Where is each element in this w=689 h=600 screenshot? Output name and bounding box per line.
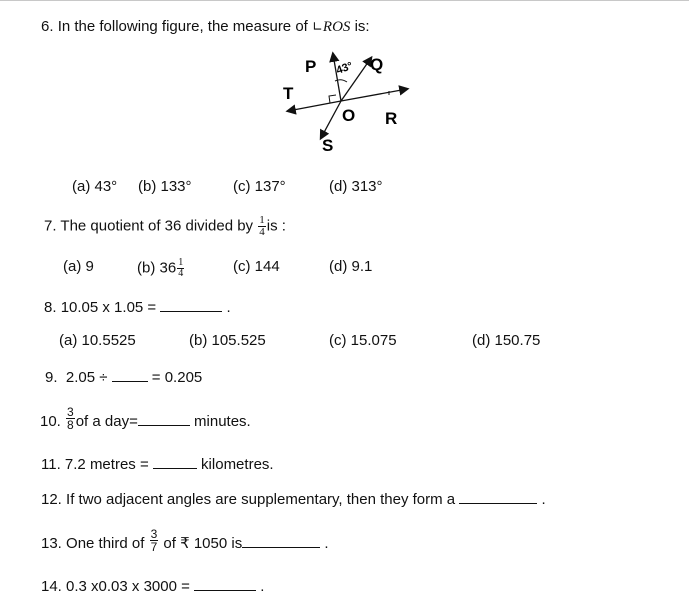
question-text-end: is : xyxy=(266,217,286,235)
question-text: 10.05 x 1.05 = xyxy=(60,299,161,316)
label-O: O xyxy=(342,106,356,125)
question-6 xyxy=(41,18,370,37)
answer-blank xyxy=(459,489,537,504)
answer-blank xyxy=(242,533,320,548)
question-text: In the following figure, the measure of xyxy=(57,18,312,35)
q7-option-a: (a) 9 xyxy=(63,258,94,275)
question-8: 8. 10.05 x 1.05 = . xyxy=(44,299,231,316)
label-S: S xyxy=(322,136,334,155)
question-text: of a day= xyxy=(75,413,138,430)
label-R: R xyxy=(385,109,398,128)
question-number: 14. xyxy=(41,578,62,595)
question-number: 13. xyxy=(41,535,62,552)
q8-option-a: (a) 10.5525 xyxy=(59,332,136,349)
question-12: 12. If two adjacent angles are supplementary, then they form a . xyxy=(41,491,546,508)
fraction: $\frac{1}{4}$ xyxy=(178,257,184,279)
question-text-end: is: xyxy=(350,18,370,35)
question-number: 7. xyxy=(44,217,57,235)
question-text: One third of xyxy=(66,535,149,552)
geometry-figure xyxy=(275,48,420,158)
fraction: $\frac{1}{4}$ xyxy=(259,214,265,238)
question-13: 13. One third of $\frac{3}{7}$ of ₹ 1050 is . xyxy=(41,526,329,554)
q6-option-b: (b) 133° xyxy=(138,178,192,195)
q8-option-b: (b) 105.525 xyxy=(189,332,266,349)
question-number: 8. xyxy=(44,299,57,316)
answer-blank xyxy=(160,297,222,312)
question-number: 9. xyxy=(45,369,58,386)
question-14: 14. 0.3 x0.03 x 3000 = . xyxy=(41,578,265,595)
question-10: 10. $\frac{3}{8}$ of a day= minutes. xyxy=(40,404,251,432)
question-11: 11. 7.2 metres = kilometres. xyxy=(41,456,274,473)
answer-blank xyxy=(138,411,190,426)
angle-name: ROS xyxy=(322,19,351,35)
question-text: The quotient of 36 divided by xyxy=(60,217,258,235)
top-border xyxy=(0,0,689,1)
question-number: 12. xyxy=(41,491,62,508)
q6-option-c: (c) 137° xyxy=(233,178,286,195)
q6-option-d: (d) 313° xyxy=(329,178,383,195)
q7-option-c: (c) 144 xyxy=(233,258,280,275)
question-7 xyxy=(44,215,286,238)
label-Q: Q xyxy=(370,55,384,74)
question-text: 2.05 ÷ xyxy=(65,369,112,386)
answer-blank xyxy=(112,367,148,382)
fraction: $\frac{3}{7}$ xyxy=(150,526,158,554)
answer-blank xyxy=(153,454,197,469)
angle-label: 43° xyxy=(334,60,355,77)
question-text: 7.2 metres = xyxy=(64,456,153,473)
question-text: 0.3 x0.03 x 3000 = xyxy=(66,578,195,595)
question-text: If two adjacent angles are supplementary, then they form a xyxy=(66,491,460,508)
question-9: 9. 2.05 ÷ = 0.205 xyxy=(45,369,203,386)
q7-option-d: (d) 9.1 xyxy=(329,258,373,275)
q7-option-b: (b) 36 $\frac{1}{4}$ xyxy=(137,257,184,279)
answer-blank xyxy=(194,576,256,591)
q8-option-c: (c) 15.075 xyxy=(329,332,397,349)
label-T: T xyxy=(283,84,294,103)
fraction: $\frac{3}{8}$ xyxy=(67,404,74,432)
question-number: 11. xyxy=(41,456,61,473)
q6-option-a: (a) 43° xyxy=(72,178,118,195)
q8-option-d: (d) 150.75 xyxy=(472,332,541,349)
angle-icon: ∟ xyxy=(312,20,323,35)
question-number: 10. xyxy=(40,413,61,430)
label-P: P xyxy=(305,57,317,76)
question-number: 6. xyxy=(41,18,54,35)
